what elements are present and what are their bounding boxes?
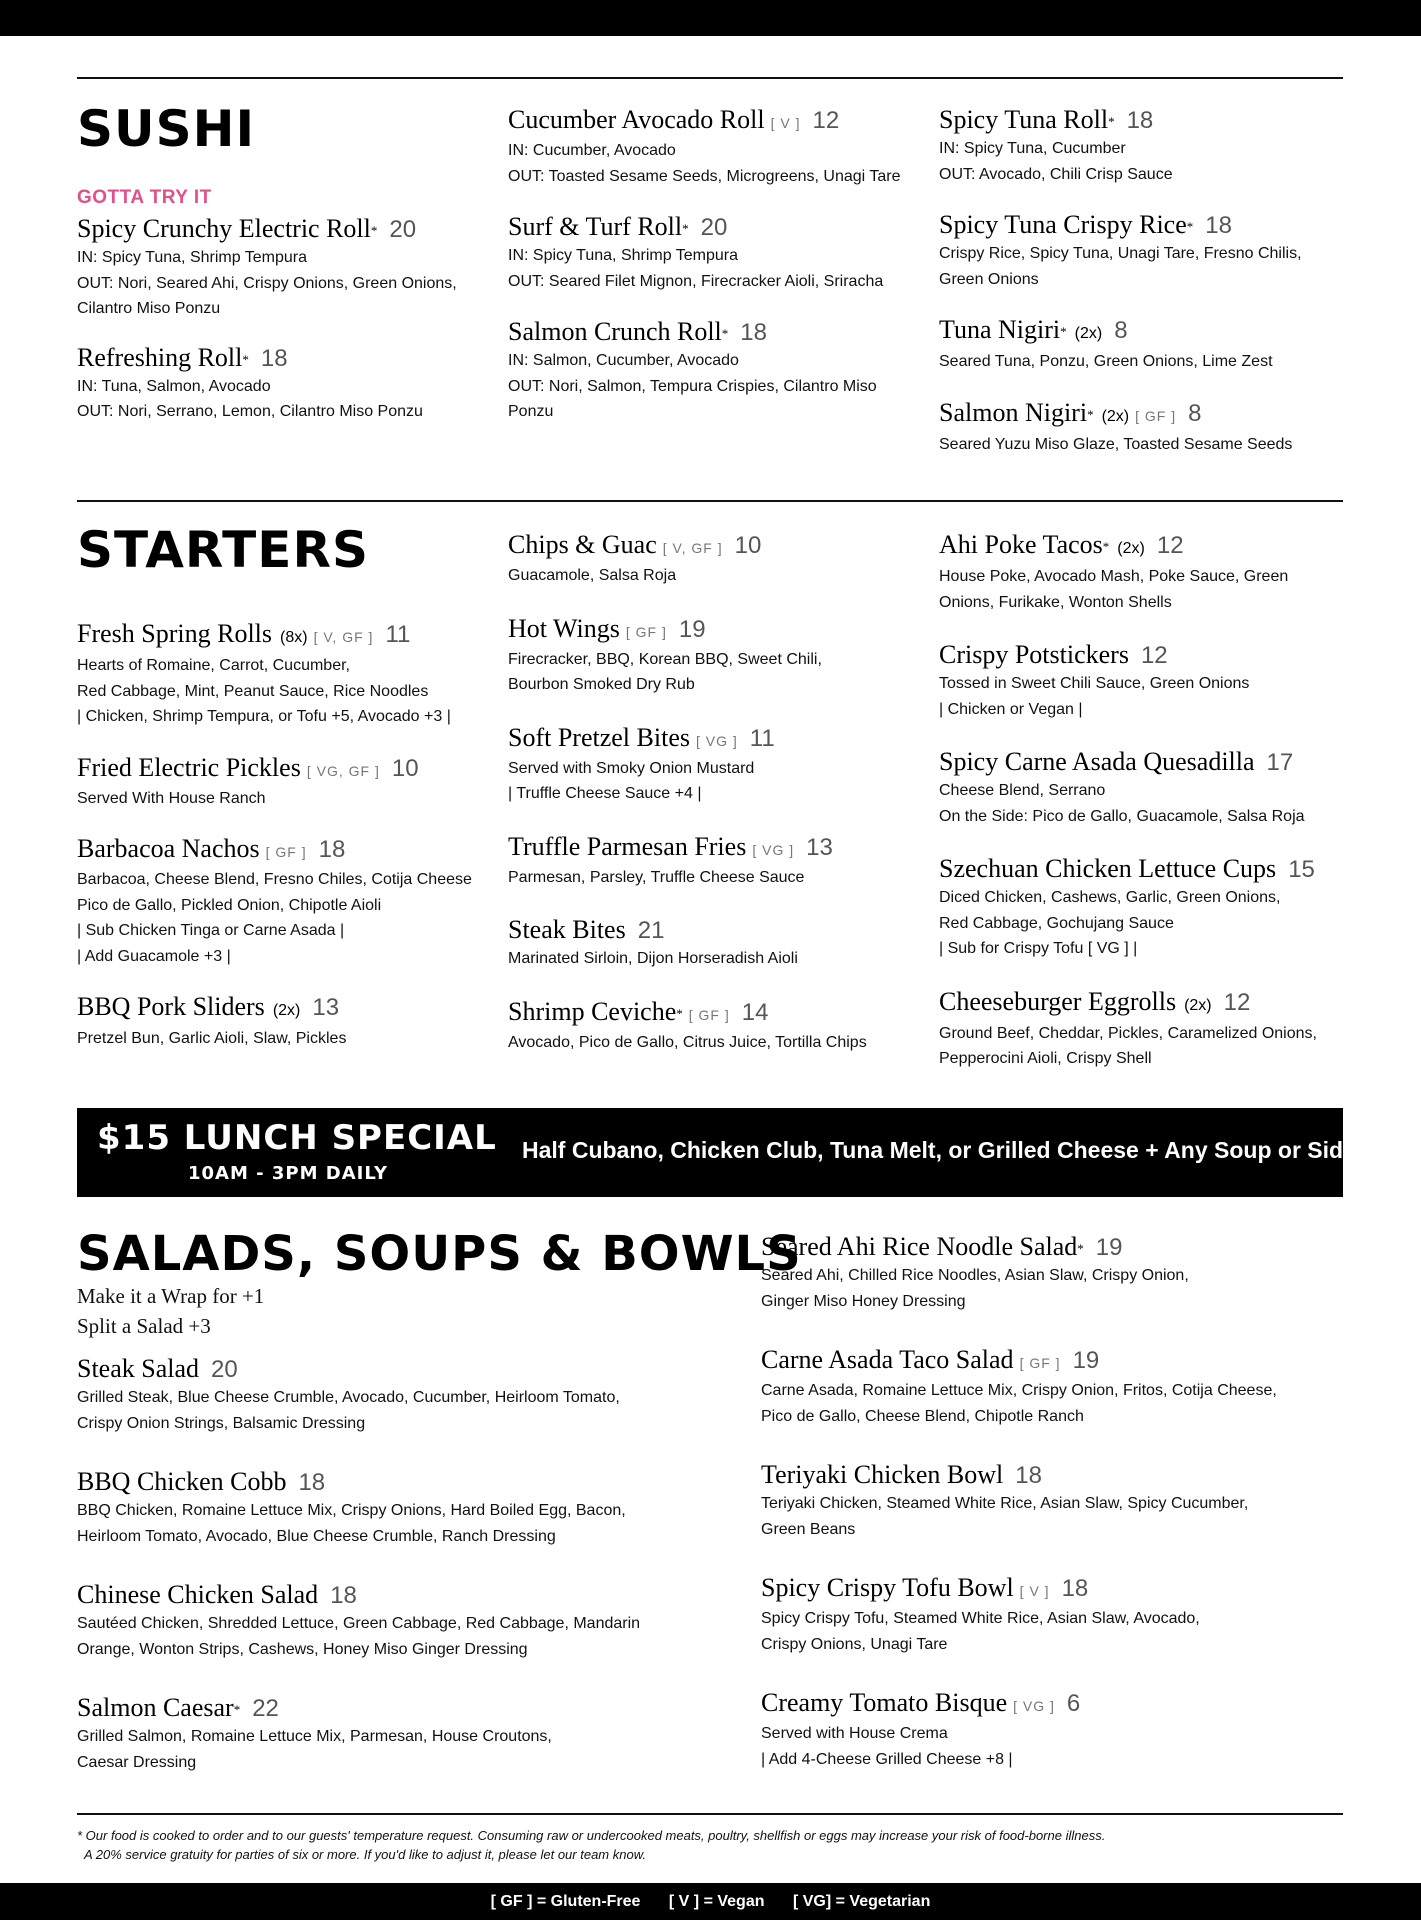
starters-column-2: [508, 530, 928, 1080]
item-name-row: [508, 915, 928, 946]
item-price: 18: [260, 344, 288, 372]
item-price: 12: [1223, 988, 1251, 1016]
lunch-special-hours: 10AM - 3PM DAILY: [188, 1163, 389, 1184]
gotta-try-label: GOTTA TRY IT: [77, 187, 212, 208]
item-description-line: Seared Tuna, Ponzu, Green Onions, Lime Zest: [939, 353, 1273, 370]
item-price: 19: [678, 615, 706, 643]
item-description-line: Seared Ahi, Chilled Rice Noodles, Asian Slaw, Crispy Onion,: [761, 1267, 1189, 1284]
item-price: 10: [391, 754, 419, 782]
item-name: Refreshing Roll: [77, 342, 243, 372]
item-description-line: Grilled Steak, Blue Cheese Crumble, Avocado, Cucumber, Heirloom Tomato,: [77, 1389, 620, 1406]
item-name: Szechuan Chicken Lettuce Cups: [939, 854, 1277, 883]
item-name-row: [939, 315, 1339, 349]
item-name-row: [761, 1688, 1341, 1721]
sushi-heading: SUSHI: [77, 100, 256, 158]
item-name: Soft Pretzel Bites: [508, 722, 690, 752]
item-description-line: Spicy Crispy Tofu, Steamed White Rice, Asian Slaw, Avocado,: [761, 1610, 1200, 1627]
item-name-row: [939, 747, 1339, 778]
item-price: 18: [1061, 1575, 1089, 1602]
menu-item-refreshing-roll: [77, 343, 497, 425]
footnote-line-2: A 20% service gratuity for parties of six or more. If you'd like to adjust it, please let our team know.: [84, 1847, 646, 1862]
item-description-line: Green Onions: [939, 270, 1039, 288]
item-name: Hot Wings: [508, 613, 620, 643]
item-name: Salmon Crunch Roll: [508, 317, 722, 346]
diet-tag: [ V ]: [770, 115, 801, 131]
item-description-line: IN: Spicy Tuna, Shrimp Tempura: [508, 247, 739, 264]
salads-column-1: [77, 1354, 717, 1806]
item-description-line: Red Cabbage, Mint, Peanut Sauce, Rice Noodles: [77, 682, 429, 700]
item-price: 13: [806, 833, 833, 861]
menu-item-barbacoa-nachos: [77, 834, 507, 969]
item-name: Teriyaki Chicken Bowl: [761, 1460, 1004, 1489]
item-name-row: [508, 832, 928, 865]
item-description-line: IN: Spicy Tuna, Cucumber: [939, 140, 1126, 157]
item-name: Spicy Carne Asada Quesadilla: [939, 747, 1255, 776]
item-name-row: [939, 640, 1339, 671]
item-name: Carne Asada Taco Salad: [761, 1345, 1014, 1374]
raw-warning-asterisk: *: [1108, 114, 1115, 129]
item-price: 15: [1288, 856, 1315, 883]
item-description-line: Served with House Crema: [761, 1725, 948, 1742]
diet-tag: [ GF ]: [625, 623, 667, 640]
item-name-row: [77, 1580, 717, 1611]
starters-column-3: [939, 530, 1339, 1097]
menu-item-cheeseburger-eggrolls: [939, 987, 1339, 1072]
item-description-line: IN: Salmon, Cucumber, Avocado: [508, 352, 739, 369]
item-name-row: [77, 214, 497, 245]
item-price: 11: [385, 621, 411, 648]
menu-item-spicy-crispy-tofu-bowl: [761, 1573, 1341, 1657]
item-description-line: Served With House Ranch: [77, 789, 266, 807]
item-name: Surf & Turf Roll: [508, 212, 683, 241]
item-description-line: Carne Asada, Romaine Lettuce Mix, Crispy Onion, Fritos, Cotija Cheese,: [761, 1382, 1277, 1399]
item-name: Cucumber Avocado Roll: [508, 105, 765, 134]
lunch-special-banner: [77, 1108, 1356, 1197]
item-description-line: Pretzel Bun, Garlic Aioli, Slaw, Pickles: [77, 1030, 347, 1047]
item-description-line: OUT: Toasted Sesame Seeds, Microgreens, Unagi Tare: [508, 167, 901, 185]
item-name-row: [939, 854, 1339, 885]
item-description-line: Grilled Salmon, Romaine Lettuce Mix, Parmesan, House Croutons,: [77, 1728, 552, 1745]
top-bar: [0, 0, 1421, 36]
item-description-line: Onions, Furikake, Wonton Shells: [939, 593, 1172, 611]
item-price: 19: [1072, 1347, 1100, 1374]
item-name: Chinese Chicken Salad: [77, 1580, 319, 1609]
menu-item-chinese-chicken-salad: [77, 1580, 717, 1662]
diet-tag: [ VG, GF ]: [306, 762, 380, 779]
item-name-row: [77, 343, 497, 374]
item-name-row: [939, 105, 1339, 136]
diet-tag: [ VG ]: [1013, 1698, 1055, 1714]
menu-item-spicy-tuna-roll: [939, 105, 1339, 187]
item-description-line: Crispy Onions, Unagi Tare: [761, 1635, 948, 1653]
raw-warning-asterisk: *: [233, 1702, 241, 1717]
item-price: 18: [740, 319, 767, 346]
item-description-line: Sautéed Chicken, Shredded Lettuce, Green Cabbage, Red Cabbage, Mandarin: [77, 1615, 641, 1632]
item-description-line: | Chicken or Vegan |: [939, 700, 1083, 718]
item-name-row: [77, 1467, 717, 1498]
menu-item-spicy-tuna-crispy-rice: [939, 210, 1339, 292]
item-name-row: [77, 992, 507, 1026]
item-name-row: [77, 619, 507, 653]
diet-tag: [ GF ]: [1135, 407, 1177, 424]
item-name-row: [77, 834, 507, 867]
raw-warning-asterisk: *: [1087, 406, 1094, 422]
legend-vegetarian: [ VG] = Vegetarian: [792, 1893, 931, 1910]
item-name: Steak Salad: [77, 1354, 200, 1383]
menu-item-fried-electric-pickles: [77, 753, 507, 812]
item-description-line: Caesar Dressing: [77, 1753, 197, 1771]
item-price: 12: [812, 107, 840, 134]
item-description-line: OUT: Seared Filet Mignon, Firecracker Aioli, Sriracha: [508, 272, 884, 290]
item-description-line: Crispy Rice, Spicy Tuna, Unagi Tare, Fresno Chilis,: [939, 245, 1302, 262]
footnote: [77, 1826, 1105, 1864]
menu-item-salmon-caesar: [77, 1693, 717, 1775]
item-price: 18: [1205, 212, 1232, 239]
menu-item-steak-salad: [77, 1354, 717, 1436]
item-description-line: OUT: Nori, Serrano, Lemon, Cilantro Miso Ponzu: [77, 403, 423, 420]
item-description-line: Tossed in Sweet Chili Sauce, Green Onions: [939, 675, 1250, 692]
item-description-line: On the Side: Pico de Gallo, Guacamole, Salsa Roja: [939, 807, 1305, 825]
item-description-line: Pepperocini Aioli, Crispy Shell: [939, 1050, 1152, 1067]
item-description-line: Ground Beef, Cheddar, Pickles, Caramelized Onions,: [939, 1024, 1317, 1042]
item-description-line: | Sub Chicken Tinga or Carne Asada |: [77, 922, 345, 939]
menu-item-tuna-nigiri: [939, 315, 1339, 375]
salads-column-2: [761, 1232, 1341, 1803]
item-name-row: [508, 317, 928, 348]
raw-warning-asterisk: *: [676, 1005, 683, 1021]
item-name: Spicy Tuna Roll: [939, 105, 1109, 134]
menu-item-hot-wings: [508, 614, 928, 698]
menu-item-shrimp-ceviche: [508, 997, 928, 1056]
menu-item-soft-pretzel-bites: [508, 723, 928, 807]
item-price: 12: [1156, 532, 1184, 559]
item-price: 20: [211, 1356, 238, 1383]
sushi-column-1: [77, 214, 497, 446]
item-name: Truffle Parmesan Fries: [508, 831, 747, 861]
menu-item-creamy-tomato-bisque: [761, 1688, 1341, 1772]
item-price: 10: [734, 532, 762, 559]
menu-item-surf-turf-roll: [508, 212, 928, 294]
raw-warning-asterisk: *: [721, 326, 729, 341]
item-name: Ahi Poke Tacos: [939, 530, 1103, 559]
item-description-line: IN: Spicy Tuna, Shrimp Tempura: [77, 249, 308, 266]
item-price: 6: [1066, 1690, 1081, 1717]
item-name: BBQ Pork Sliders: [77, 992, 265, 1021]
item-name: Barbacoa Nachos: [77, 834, 260, 863]
item-description-line: | Sub for Crispy Tofu [ VG ] |: [939, 940, 1138, 957]
item-name-row: [508, 997, 928, 1030]
item-price: 12: [1140, 642, 1168, 669]
item-name: Steak Bites: [508, 915, 626, 944]
raw-warning-asterisk: *: [370, 223, 378, 238]
item-price: 20: [389, 216, 417, 243]
item-description-line: Teriyaki Chicken, Steamed White Rice, Asian Slaw, Spicy Cucumber,: [761, 1495, 1249, 1512]
diet-tag: [ V, GF ]: [313, 629, 374, 645]
item-description-line: Diced Chicken, Cashews, Garlic, Green Onions,: [939, 889, 1281, 906]
sushi-column-3: [939, 105, 1339, 480]
item-description-line: Cheese Blend, Serrano: [939, 782, 1106, 799]
item-description-line: Firecracker, BBQ, Korean BBQ, Sweet Chili,: [508, 650, 822, 668]
item-description-line: Green Beans: [761, 1520, 856, 1538]
item-quantity: (2x): [1184, 996, 1212, 1014]
diet-tag: [ V ]: [1019, 1583, 1050, 1599]
item-name: Spicy Tuna Crispy Rice: [939, 210, 1187, 239]
menu-item-carne-asada-taco-salad: [761, 1345, 1341, 1429]
item-name: Spicy Crispy Tofu Bowl: [761, 1573, 1014, 1602]
wrap-note: Make it a Wrap for +1: [77, 1284, 265, 1308]
item-description-line: IN: Tuna, Salmon, Avocado: [77, 377, 271, 395]
item-name: Crispy Potstickers: [939, 640, 1129, 669]
item-price: 8: [1188, 399, 1202, 427]
item-name: Fried Electric Pickles: [77, 752, 301, 782]
item-price: 22: [252, 1695, 279, 1722]
menu-item-steak-bites: [508, 915, 928, 972]
item-name-row: [508, 530, 928, 563]
salads-heading: SALADS, SOUPS & BOWLS: [77, 1226, 802, 1282]
split-note: Split a Salad +3: [77, 1314, 211, 1338]
item-description-line: Guacamole, Salsa Roja: [508, 567, 677, 584]
menu-item-seared-ahi-rice-noodle-salad: [761, 1232, 1341, 1314]
item-name-row: [939, 530, 1339, 564]
item-description-line: Ginger Miso Honey Dressing: [761, 1292, 966, 1310]
item-description-line: Red Cabbage, Gochujang Sauce: [939, 914, 1174, 932]
item-name-row: [508, 212, 928, 243]
item-quantity: (2x): [1101, 407, 1130, 425]
raw-warning-asterisk: *: [682, 221, 689, 236]
item-quantity: (2x): [1117, 540, 1145, 557]
item-quantity: (8x): [280, 629, 308, 646]
item-name-row: [939, 210, 1339, 241]
item-name: Spicy Crunchy Electric Roll: [77, 214, 371, 243]
starters-top-rule: [77, 500, 1343, 502]
item-description-line: OUT: Nori, Salmon, Tempura Crispies, Cilantro Miso: [508, 377, 877, 395]
item-name-row: [77, 1354, 717, 1385]
item-name-row: [508, 723, 928, 756]
item-name-row: [761, 1573, 1341, 1606]
item-price: 17: [1266, 749, 1294, 776]
item-name: Tuna Nigiri: [939, 315, 1061, 344]
item-price: 13: [312, 994, 340, 1021]
item-name: BBQ Chicken Cobb: [77, 1467, 287, 1496]
item-name-row: [77, 1693, 717, 1724]
item-price: 11: [749, 724, 775, 752]
starters-heading: STARTERS: [77, 521, 369, 579]
item-name: Cheeseburger Eggrolls: [939, 986, 1177, 1016]
legend-bar: [0, 1883, 1421, 1920]
legend-vegan: [ V ] = Vegan: [668, 1893, 765, 1910]
item-name: Chips & Guac: [508, 530, 657, 559]
item-description-line: BBQ Chicken, Romaine Lettuce Mix, Crispy Onions, Hard Boiled Egg, Bacon,: [77, 1502, 626, 1519]
item-price: 8: [1114, 317, 1128, 344]
item-description-line: Heirloom Tomato, Avocado, Blue Cheese Crumble, Ranch Dressing: [77, 1527, 556, 1545]
item-description-line: Pico de Gallo, Pickled Onion, Chipotle Aioli: [77, 896, 382, 914]
item-name-row: [761, 1232, 1341, 1263]
item-description-line: Barbacoa, Cheese Blend, Fresno Chiles, Cotija Cheese: [77, 871, 472, 888]
diet-tag: [ GF ]: [265, 844, 307, 860]
item-description-line: Parmesan, Parsley, Truffle Cheese Sauce: [508, 868, 805, 886]
item-description-line: | Truffle Cheese Sauce +4 |: [508, 785, 702, 802]
item-description-line: Hearts of Romaine, Carrot, Cucumber,: [77, 657, 350, 674]
item-description-line: | Chicken, Shrimp Tempura, or Tofu +5, Avocado +3 |: [77, 708, 451, 725]
diet-tag: [ VG ]: [695, 732, 738, 749]
menu-item-salmon-nigiri: [939, 398, 1339, 458]
item-description-line: Seared Yuzu Miso Glaze, Toasted Sesame Seeds: [939, 435, 1293, 453]
item-name: Seared Ahi Rice Noodle Salad: [761, 1232, 1078, 1261]
menu-item-crispy-potstickers: [939, 640, 1339, 722]
raw-warning-asterisk: *: [1077, 1241, 1084, 1256]
item-price: 20: [700, 214, 728, 241]
item-name-row: [508, 614, 928, 647]
item-price: 21: [637, 917, 665, 944]
diet-tag: [ V, GF ]: [662, 540, 723, 556]
item-description-line: | Add Guacamole +3 |: [77, 947, 231, 965]
diet-tag: [ GF ]: [1019, 1355, 1061, 1371]
menu-item-teriyaki-chicken-bowl: [761, 1460, 1341, 1542]
item-name: Fresh Spring Rolls: [77, 619, 273, 648]
raw-warning-asterisk: *: [1060, 324, 1067, 339]
menu-item-szechuan-chicken-lettuce-cups: [939, 854, 1339, 962]
item-description-line: | Add 4-Cheese Grilled Cheese +8 |: [761, 1750, 1013, 1768]
diet-tag: [ GF ]: [688, 1006, 730, 1023]
sushi-column-2: [508, 105, 928, 448]
starters-column-1: [77, 619, 507, 1075]
item-price: 18: [1126, 107, 1154, 134]
item-name-row: [761, 1460, 1341, 1491]
item-description-line: Marinated Sirloin, Dijon Horseradish Aioli: [508, 950, 798, 967]
menu-item-cucumber-avocado-roll: [508, 105, 928, 189]
item-description-line: Cilantro Miso Ponzu: [77, 300, 221, 317]
raw-warning-asterisk: *: [1186, 219, 1194, 234]
item-name: Salmon Caesar: [77, 1693, 234, 1722]
menu-item-chips-guac: [508, 530, 928, 589]
diet-tag: [ VG ]: [752, 841, 795, 858]
footnote-line-1: * Our food is cooked to order and to our guests' temperature request. Consuming raw or undercooked meats, poultry, shellfish or eggs may increase your risk of food-borne illness.: [77, 1828, 1106, 1843]
menu-item-bbq-chicken-cobb: [77, 1467, 717, 1549]
item-name: Shrimp Ceviche: [508, 996, 677, 1026]
item-name-row: [939, 987, 1339, 1021]
item-name-row: [761, 1345, 1341, 1378]
item-description-line: Orange, Wonton Strips, Cashews, Honey Miso Ginger Dressing: [77, 1640, 528, 1658]
item-description-line: Ponzu: [508, 403, 554, 420]
item-name: Salmon Nigiri: [939, 397, 1088, 427]
item-price: 18: [298, 1469, 326, 1496]
sushi-top-rule: [77, 77, 1343, 79]
lunch-special-title: $15 LUNCH SPECIAL: [97, 1118, 497, 1158]
item-description-line: OUT: Nori, Seared Ahi, Crispy Onions, Green Onions,: [77, 274, 457, 292]
item-description-line: Bourbon Smoked Dry Rub: [508, 676, 695, 693]
item-price: 18: [318, 836, 346, 863]
menu-item-spicy-carne-asada-quesadilla: [939, 747, 1339, 829]
item-description-line: Crispy Onion Strings, Balsamic Dressing: [77, 1414, 366, 1432]
item-name-row: [939, 398, 1339, 432]
item-price: 18: [1015, 1462, 1042, 1489]
lunch-special-offer: Half Cubano, Chicken Club, Tuna Melt, or Grilled Cheese + Any Soup or Side: [522, 1137, 1356, 1163]
item-price: 19: [1095, 1234, 1123, 1261]
item-description-line: OUT: Avocado, Chili Crisp Sauce: [939, 165, 1173, 183]
item-quantity: (2x): [1074, 325, 1103, 342]
footer-rule: [77, 1813, 1343, 1815]
item-description-line: Avocado, Pico de Gallo, Citrus Juice, Tortilla Chips: [508, 1033, 867, 1051]
menu-item-bbq-pork-sliders: [77, 992, 507, 1052]
legend-gluten-free: [ GF ] = Gluten-Free: [490, 1893, 641, 1910]
menu-item-ahi-poke-tacos: [939, 530, 1339, 615]
item-price: 14: [741, 998, 769, 1026]
item-name-row: [77, 753, 507, 786]
menu-item-truffle-parmesan-fries: [508, 832, 928, 891]
item-description-line: Pico de Gallo, Cheese Blend, Chipotle Ranch: [761, 1407, 1084, 1425]
menu-item-spicy-crunchy-electric-roll: [77, 214, 497, 322]
item-description-line: House Poke, Avocado Mash, Poke Sauce, Green: [939, 568, 1289, 585]
item-name-row: [508, 105, 928, 138]
item-quantity: (2x): [272, 1002, 301, 1019]
menu-item-fresh-spring-rolls: [77, 619, 507, 730]
raw-warning-asterisk: *: [242, 351, 249, 367]
item-name: Creamy Tomato Bisque: [761, 1688, 1008, 1717]
item-description-line: Served with Smoky Onion Mustard: [508, 759, 755, 777]
menu-item-salmon-crunch-roll: [508, 317, 928, 425]
item-description-line: IN: Cucumber, Avocado: [508, 142, 676, 159]
raw-warning-asterisk: *: [1102, 539, 1110, 554]
item-price: 18: [330, 1582, 357, 1609]
